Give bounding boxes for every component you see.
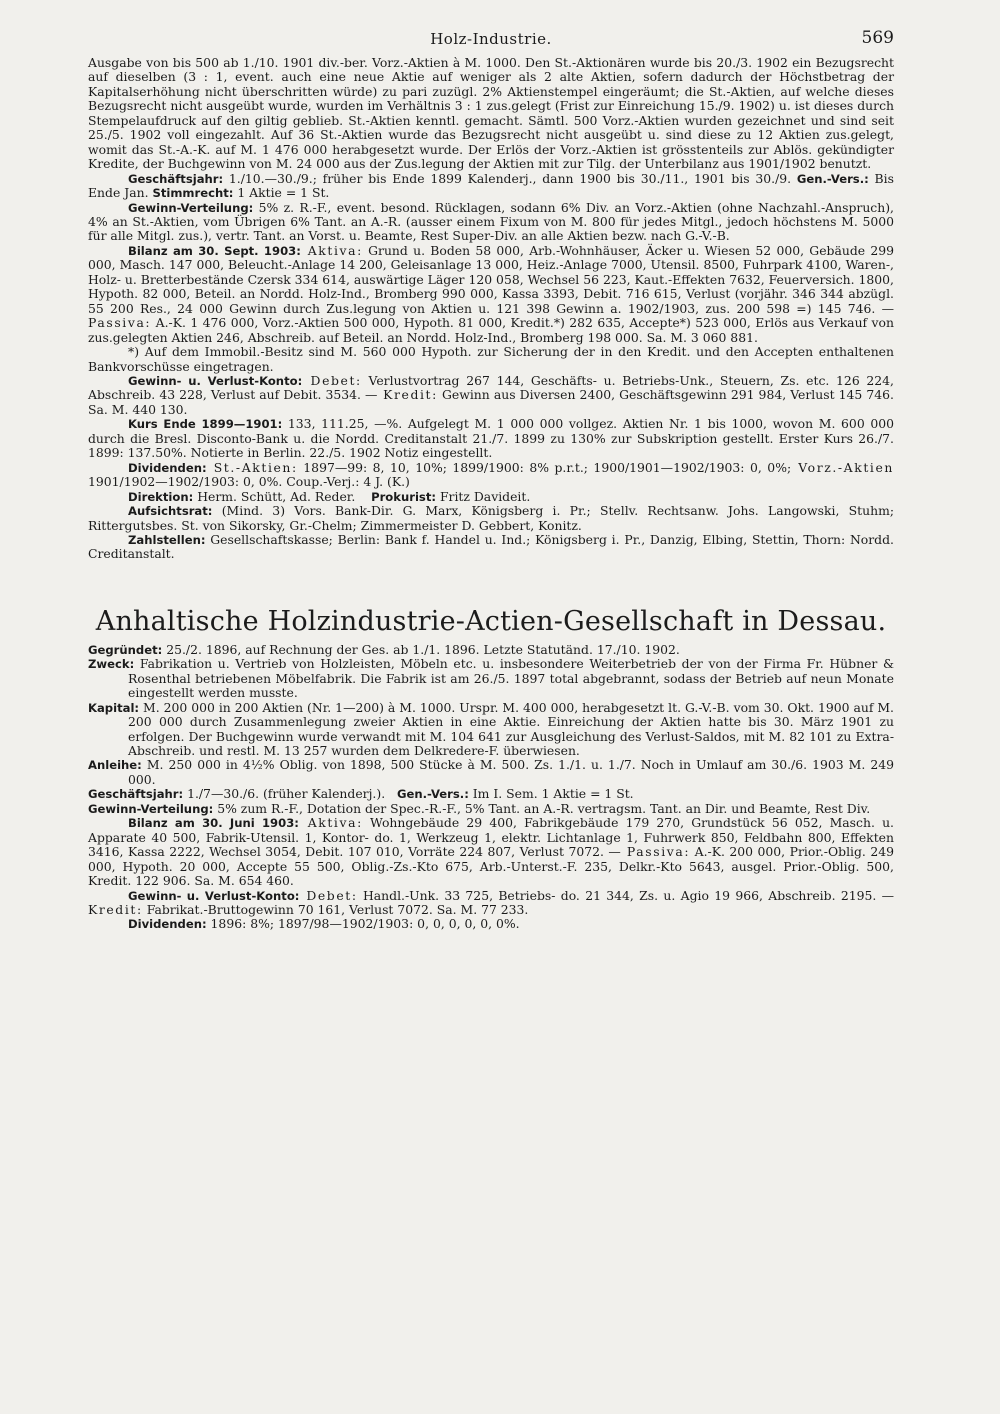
debet-text: Handl.-Unk. 33 725, Betriebs- do. 21 344, Zs. u. Agio 19 966, Abschreib. 2195. —: [357, 887, 895, 903]
passiva-label: Passiva:: [88, 315, 152, 331]
kredit-text: Gewinn aus Diversen 2400, Geschäftsgewinn 291 984, Verlust 145 746. Sa. M. 440 130.: [88, 387, 894, 417]
prokurist-text: Fritz Davideit.: [436, 488, 531, 504]
aufsichtsrat-text: (Mind. 3) Vors. Bank-Dir. G. Marx, Königsberg i. Pr.; Stellv. Rechtsanw. Johs. Langowski, Stuhm; Rittergutsbes. St. von Sikorsky, Gr.-Chelm; Zimmermeister D. Gebbert, Konitz.: [88, 503, 894, 533]
stimmrecht-text: 1 Aktie = 1 St.: [233, 185, 330, 201]
aktiva-label: Aktiva:: [298, 815, 363, 831]
stimmrecht-label: Stimmrecht:: [152, 186, 234, 201]
article1-geschaeftsjahr: [88, 172, 894, 201]
kapital-label: Kapital:: [88, 700, 140, 715]
kredit-text: Fabrikat.-Bruttogewinn 70 161, Verlust 7072. Sa. M. 77 233.: [142, 902, 529, 918]
zahlstellen-label: Zahlstellen:: [128, 532, 206, 547]
article2-kapital: [88, 701, 894, 759]
article1-gewinn-verteilung: [88, 201, 894, 244]
genvers-label: Gen.-Vers.:: [396, 787, 469, 802]
article2-anleihe: [88, 758, 894, 787]
anleihe-label: Anleihe:: [88, 758, 142, 773]
gewinn-verteilung-text: 5% z. R.-F., event. besond. Rücklagen, sodann 6% Div. an Vorz.-Aktien (ohne Nachzahl.-Anspruch), 4% an St.-Aktien, vom Übrigen 6% Tant. an A.-R. (ausser einem Fixum von M. 800 für jedes Mitgl., jedoch höchstens M. 5000 für alle Mitgl. zus.), vertr. Tant. an Vorst. u. Beamte, Rest Super-Div. an alle Aktien bezw. nach G.-V.-B.: [88, 199, 894, 244]
dividenden-vorz-text: 1901/1902—1902/1903: 0, 0%. Coup.-Verj.: 4 J. (K.): [88, 474, 410, 490]
guv-label: Gewinn- u. Verlust-Konto:: [128, 888, 300, 903]
aktiva-text: Wohngebäude 29 400, Fabrikgebäude 179 270, Grundstück 56 052, Masch. u. Apparate 40 500, Fabrik-Utensil. 1, Kontor- do. 1, Werkzeug 1, elektr. Lichtanlage 1, Fuhrwerk 850, Feldbahn 800, Effekten 3416, Kassa 2222, Wechsel 3054, Debit. 107 010, Vorräte 224 807, Verlust 7072. —: [88, 815, 894, 860]
passiva-text: A.-K. 1 476 000, Vorz.-Aktien 500 000, Hypoth. 81 000, Kredit.*) 282 635, Accepte*) 523 000, Erlös aus Verkauf von zus.gelegten Aktien 246, Abschreib. auf Beteil. an Nordd. Holz-Ind., Bromberg 198 000. Sa. M. 3 060 881.: [88, 315, 894, 345]
gegruendet-label: Gegründet:: [88, 642, 163, 657]
article2-dividenden: [88, 917, 894, 931]
kredit-label: Kredit:: [377, 387, 438, 403]
article2-bilanz: [88, 816, 894, 888]
aktiva-text: Grund u. Boden 58 000, Arb.-Wohnhäuser, Äcker u. Wiesen 52 000, Gebäude 299 000, Masch. 147 000, Beleucht.-Anlage 14 200, Geleisanlage 13 000, Heiz.-Anlage 7000, Utensil. 8500, Fuhrpark 4100, Waren-, Holz- u. Bretterbestände Czersk 334 614, auswärtige Läger 120 058, Wechsel 56 223, Kaut.-Effekten 7632, Feuerversich. 1800, Hypoth. 82 000, Beteil. an Nordd. Holz-Ind., Bromberg 990 000, Kassa 3393, Debit. 716 615, Verlust (vorjähr. 346 344 abzügl. 55 200 Res., 24 000 Gewinn durch Zus.legung von Aktien u. 121 398 Gewinn a. 1902/1903, zus. 200 598 =) 145 746. —: [88, 242, 894, 316]
gewinn-verteilung-text: 5% zum R.-F., Dotation der Spec.-R.-F., 5% Tant. an A.-R. vertragsm. Tant. an Dir. und Beamte, Rest Div.: [213, 800, 871, 816]
article2-gegruendet: [88, 643, 894, 657]
page-number: 569: [861, 28, 894, 48]
dividenden-vorz-label: Vorz.-Aktien: [791, 459, 894, 475]
bilanz-label: Bilanz am 30. Juni 1903:: [128, 816, 299, 831]
aktiva-label: Aktiva:: [300, 242, 363, 258]
guv-label: Gewinn- u. Verlust-Konto:: [128, 373, 303, 388]
dividenden-text: 1896: 8%; 1897/98—1902/1903: 0, 0, 0, 0, 0, 0%.: [206, 916, 520, 932]
genvers-text: Bis Ende Jan.: [88, 170, 894, 201]
geschaeftsjahr-text: 1./10.—30./9.; früher bis Ende 1899 Kalenderj., dann 1900 bis 30./11., 1901 bis 30./9.: [223, 170, 792, 186]
kredit-label: Kredit:: [88, 902, 143, 918]
article2-gewinn-verteilung: [88, 802, 894, 816]
article2-geschaeftsjahr: [88, 787, 894, 801]
article1-capital-paragraph: Ausgabe von bis 500 ab 1./10. 1901 div.-ber. Vorz.-Aktien à M. 1000. Den St.-Aktionären wurde bis 20./3. 1902 ein Bezugsrecht auf dieselben (3 : 1, event. auch eine neue Aktie auf weniger als 2 alte Aktien, sofern dadurch der Höchstbetrag der Kapitalserhöhung nicht überschritten würde) zu pari zuzügl. 2% Aktienstempel eingeräumt; die St.-Aktien, auf welche dieses Bezugsrecht nicht ausgeübt wurde, wurden im Verhältnis 3 : 1 zus.gelegt (Frist zur Einreichung 15./9. 1902) u. ist dieses durch Stempelaufdruck auf den giltig geblieb. St.-Aktien kenntl. gemacht. Sämtl. 500 Vorz.-Aktien wurden gezeichnet und sind seit 25./5. 1902 voll eingezahlt. Auf 36 St.-Aktien wurde das Bezugsrecht nicht ausgeübt u. sind diese zu 12 Aktien zus.gelegt, womit das St.-A.-K. auf M. 1 476 000 herabgesetzt wurde. Der Erlös der Vorz.-Aktien ist grösstenteils zur Ablös. gekündigter Kredite, der Buchgewinn von M. 24 000 aus der Zus.legung der Aktien mit zur Tilg. der Unterbilanz aus 1901/1902 benutzt.: [88, 55, 894, 172]
dividenden-st-text: 1897—99: 8, 10, 10%; 1899/1900: 8% p.r.t.; 1900/1901—1902/1903: 0, 0%;: [297, 459, 792, 475]
prokurist-label: Prokurist:: [371, 489, 436, 504]
passiva-label: Passiva:: [620, 844, 691, 860]
article1-direktion: [88, 490, 894, 504]
passiva-text: A.-K. 200 000, Prior.-Oblig. 249 000, Hypoth. 20 000, Accepte 55 500, Oblig.-Zs.-Kto 675, Arb.-Unterst.-F. 235, Delkr.-Kto 5643, ausgel. Prior.-Oblig. 500, Kredit. 122 906. Sa. M. 654 460.: [88, 844, 895, 889]
dividenden-st-label: St.-Aktien:: [206, 459, 298, 475]
zweck-text: Fabrikation u. Vertrieb von Holzleisten, Möbeln etc. u. insbesondere Weiterbetrieb der von der Firma Fr. Hübner & Rosenthal betriebenen Möbelfabrik. Die Fabrik ist am 26./5. 1897 total abgebrannt, sodass der Betrieb auf neun Monate eingestellt werden musste.: [128, 656, 894, 701]
direktion-label: Direktion:: [128, 489, 194, 504]
article1-aufsichtsrat: [88, 504, 894, 533]
article1-guv: [88, 374, 894, 417]
anleihe-text: M. 250 000 in 4½% Oblig. von 1898, 500 Stücke à M. 500. Zs. 1./1. u. 1./7. Noch in Umlauf am 30./6. 1903 M. 249 000.: [128, 757, 894, 787]
article1-dividenden: [88, 461, 894, 490]
genvers-label: Gen.-Vers.:: [796, 171, 869, 186]
kapital-text: M. 200 000 in 200 Aktien (Nr. 1—200) à M. 1000. Urspr. M. 400 000, herabgesetzt lt. G.-V.-B. vom 30. Okt. 1900 auf M. 200 000 durch Zusammenlegung zweier Aktien in eine Aktie. Einreichung der Aktien hatte bis 30. März 1901 zu erfolgen. Der Buchgewinn wurde verwandt mit M. 104 641 zur Ausgleichung des Verlust-Saldos, mit M. 82 101 zu Extra-Abschreib. und restl. M. 13 257 wurden dem Delkredere-F. überwiesen.: [128, 699, 894, 759]
running-head: [88, 30, 894, 56]
debet-text: Verlustvortrag 267 144, Geschäfts- u. Betriebs-Unk., Steuern, Zs. etc. 126 224, Abschreib. 43 228, Verlust auf Debit. 3534. —: [88, 372, 894, 403]
company-title: Anhaltische Holzindustrie-Actien-Gesellschaft in Dessau.: [95, 605, 887, 637]
article2-guv: [88, 889, 894, 918]
geschaeftsjahr-label: Geschäftsjahr:: [88, 787, 184, 802]
article1-kurs: [88, 417, 894, 460]
gewinn-verteilung-label: Gewinn-Verteilung:: [88, 801, 214, 816]
gegruendet-text: 25./2. 1896, auf Rechnung der Ges. ab 1./1. 1896. Letzte Statutänd. 17./10. 1902.: [162, 641, 680, 657]
kurs-label: Kurs Ende 1899—1901:: [128, 417, 283, 432]
article1-zahlstellen: [88, 533, 894, 562]
article2-zweck: [88, 657, 894, 700]
bilanz-label: Bilanz am 30. Sept. 1903:: [128, 243, 301, 258]
geschaeftsjahr-label: Geschäftsjahr:: [128, 171, 224, 186]
document-page: [88, 30, 894, 932]
debet-label: Debet:: [302, 372, 362, 388]
gewinn-verteilung-label: Gewinn-Verteilung:: [128, 200, 254, 215]
dividenden-label: Dividenden:: [128, 460, 207, 475]
debet-label: Debet:: [299, 887, 358, 903]
genvers-text: Im I. Sem. 1 Aktie = 1 St.: [468, 786, 634, 802]
running-title: Holz-Industrie.: [430, 30, 552, 48]
zweck-label: Zweck:: [88, 657, 135, 672]
article1-bilanz: [88, 244, 894, 345]
direktion-text: Herm. Schütt, Ad. Reder.: [193, 488, 356, 504]
article1-footnote: *) Auf dem Immobil.-Besitz sind M. 560 000 Hypoth. zur Sicherung der in den Kredit. und den Accepten enthaltenen Bankvorschüsse eingetragen.: [88, 344, 894, 374]
aufsichtsrat-label: Aufsichtsrat:: [128, 504, 213, 519]
geschaeftsjahr-text: 1./7—30./6. (früher Kalenderj.).: [183, 786, 386, 802]
dividenden-label: Dividenden:: [128, 917, 207, 932]
zahlstellen-text: Gesellschaftskasse; Berlin: Bank f. Handel u. Ind.; Königsberg i. Pr., Danzig, Elbing, Stettin, Thorn: Nordd. Creditanstalt.: [88, 531, 894, 562]
kurs-text: 133, 111.25, —%. Aufgelegt M. 1 000 000 vollgez. Aktien Nr. 1 bis 1000, wovon M. 600 000 durch die Bresl. Disconto-Bank u. die Nordd. Creditanstalt 21./7. 1899 zu 130% zur Subskription gestellt. Erster Kurs 26./7. 1899: 137.50%. Notierte in Berlin. 22./5. 1902 Notiz eingestellt.: [88, 416, 895, 461]
